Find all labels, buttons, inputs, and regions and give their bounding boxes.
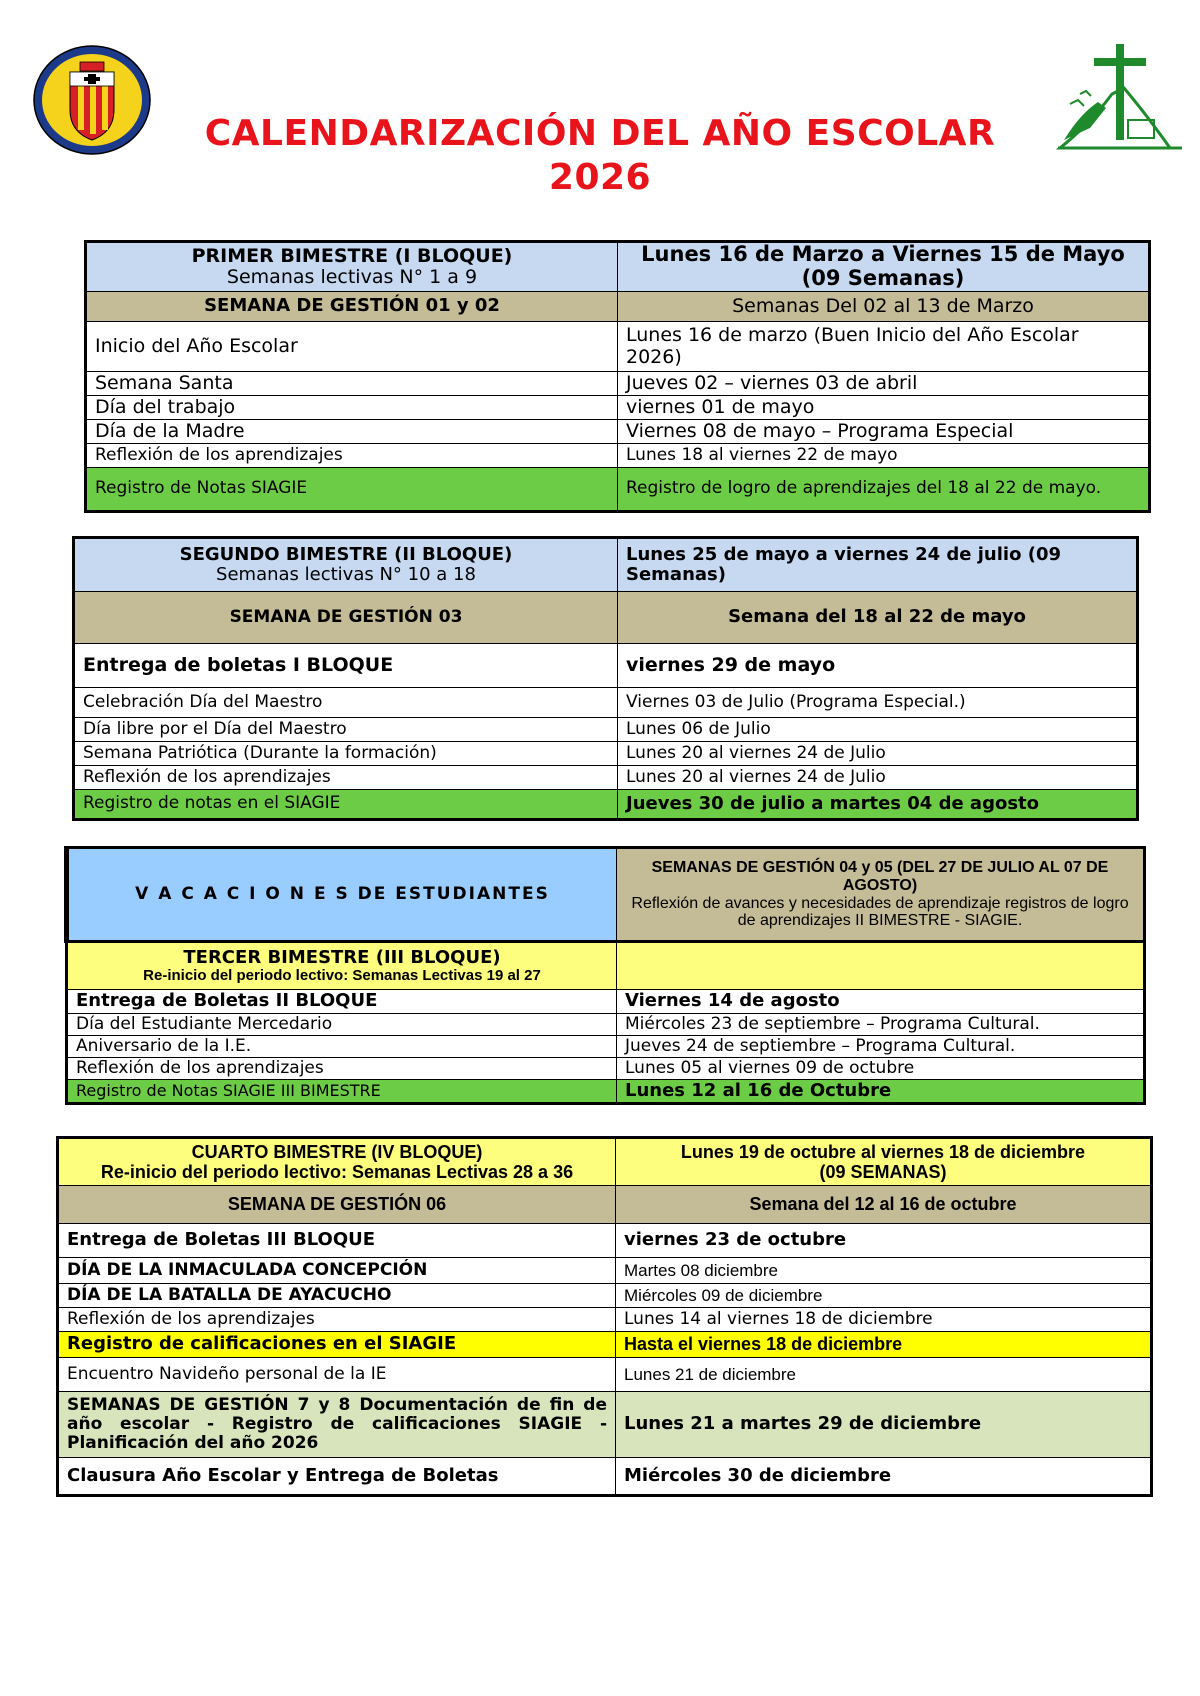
row-label: Reflexión de los aprendizajes xyxy=(86,444,618,468)
row-label: DÍA DE LA BATALLA DE AYACUCHO xyxy=(58,1284,616,1308)
primer-bimestre-header-left xyxy=(86,242,618,292)
title-line-2: 2026 xyxy=(548,157,652,198)
row-label: Día de la Madre xyxy=(86,420,618,444)
tercer-bimestre-table xyxy=(64,846,1146,1105)
row-value: Jueves 02 – viernes 03 de abril xyxy=(618,372,1150,396)
row-label: Registro de notas en el SIAGIE xyxy=(74,790,618,820)
row-label: Día del trabajo xyxy=(86,396,618,420)
tercer-bimestre-semanas: Re-inicio del periodo lectivo: Semanas Lectivas 19 al 27 xyxy=(143,966,541,984)
primer-bimestre-semanas: Semanas lectivas N° 1 a 9 xyxy=(226,266,478,288)
row-label: Registro de calificaciones en el SIAGIE xyxy=(58,1332,616,1358)
primer-bimestre-weeks: (09 Semanas) xyxy=(801,266,965,290)
row-label: Celebración Día del Maestro xyxy=(74,688,618,718)
row-label: DÍA DE LA INMACULADA CONCEPCIÓN xyxy=(58,1258,616,1284)
segundo-bimestre-dates: Lunes 25 de mayo a viernes 24 de julio (09 Semanas) xyxy=(618,538,1138,592)
row-label: Reflexión de los aprendizajes xyxy=(58,1308,616,1332)
row-label: Entrega de Boletas II BLOQUE xyxy=(67,990,617,1014)
row-label: Registro de Notas SIAGIE III BIMESTRE xyxy=(67,1080,617,1104)
cuarto-bimestre-title: CUARTO BIMESTRE (IV BLOQUE) xyxy=(191,1141,483,1162)
row-value: Registro de logro de aprendizajes del 18 al 22 de mayo. xyxy=(618,468,1150,512)
primer-bimestre-table xyxy=(84,240,1151,513)
row-value: Miércoles 30 de diciembre xyxy=(616,1458,1152,1496)
gestion-04-05-text: Reflexión de avances y necesidades de aprendizaje registros de logro de aprendizajes II BIMESTRE - SIAGIE. xyxy=(631,894,1129,930)
row-value: Viernes 14 de agosto xyxy=(617,990,1145,1014)
cuarto-bimestre-header-right xyxy=(616,1138,1152,1186)
row-value: viernes 01 de mayo xyxy=(618,396,1150,420)
row-value: Jueves 30 de julio a martes 04 de agosto xyxy=(618,790,1138,820)
segundo-bimestre-header-left xyxy=(74,538,618,592)
segundo-bimestre-table xyxy=(72,536,1139,821)
cuarto-gestion-dates: Semana del 12 al 16 de octubre xyxy=(616,1186,1152,1224)
cuarto-bimestre-header-left xyxy=(58,1138,616,1186)
primer-bimestre-header-right xyxy=(618,242,1150,292)
primer-bimestre-title: PRIMER BIMESTRE (I BLOQUE) xyxy=(191,244,513,267)
row-value: Lunes 12 al 16 de Octubre xyxy=(617,1080,1145,1104)
cuarto-bimestre-table xyxy=(56,1136,1153,1497)
row-label: Clausura Año Escolar y Entrega de Boletas xyxy=(58,1458,616,1496)
row-label: Entrega de boletas I BLOQUE xyxy=(74,644,618,688)
cross-hill-logo xyxy=(1050,44,1190,156)
segundo-gestion-dates: Semana del 18 al 22 de mayo xyxy=(618,592,1138,644)
row-label: Día del Estudiante Mercedario xyxy=(67,1014,617,1036)
row-value: Martes 08 diciembre xyxy=(616,1258,1152,1284)
row-label: Semana Santa xyxy=(86,372,618,396)
row-value: Lunes 20 al viernes 24 de Julio xyxy=(618,766,1138,790)
primer-gestion-dates: Semanas Del 02 al 13 de Marzo xyxy=(618,292,1150,322)
row-value: viernes 29 de mayo xyxy=(618,644,1138,688)
row-label: Entrega de Boletas III BLOQUE xyxy=(58,1224,616,1258)
row-value: Lunes 14 al viernes 18 de diciembre xyxy=(616,1308,1152,1332)
row-value: Lunes 20 al viernes 24 de Julio xyxy=(618,742,1138,766)
row-value: Viernes 08 de mayo – Programa Especial xyxy=(618,420,1150,444)
tercer-bimestre-header-right xyxy=(617,942,1145,990)
row-value: Lunes 16 de marzo (Buen Inicio del Año Escolar 2026) xyxy=(618,322,1150,372)
row-value: Lunes 05 al viernes 09 de octubre xyxy=(617,1058,1145,1080)
title-line-1: CALENDARIZACIÓN DEL AÑO ESCOLAR xyxy=(204,113,996,154)
row-value: Lunes 21 a martes 29 de diciembre xyxy=(616,1392,1152,1458)
row-label: Registro de Notas SIAGIE xyxy=(86,468,618,512)
gestion-04-05-title: SEMANAS DE GESTIÓN 04 y 05 (DEL 27 DE JULIO AL 07 DE AGOSTO) xyxy=(651,858,1109,894)
primer-gestion-label: SEMANA DE GESTIÓN 01 y 02 xyxy=(86,292,618,322)
row-label: Encuentro Navideño personal de la IE xyxy=(58,1358,616,1392)
row-value: Hasta el viernes 18 de diciembre xyxy=(616,1332,1152,1358)
row-value: Viernes 03 de Julio (Programa Especial.) xyxy=(618,688,1138,718)
row-value: Miércoles 09 de diciembre xyxy=(616,1284,1152,1308)
row-value: viernes 23 de octubre xyxy=(616,1224,1152,1258)
cuarto-bimestre-weeks: (09 SEMANAS) xyxy=(819,1162,947,1182)
segundo-gestion-label: SEMANA DE GESTIÓN 03 xyxy=(74,592,618,644)
row-label: Semana Patriótica (Durante la formación) xyxy=(74,742,618,766)
gestion-04-05-cell xyxy=(617,848,1145,942)
primer-bimestre-dates: Lunes 16 de Marzo a Viernes 15 de Mayo xyxy=(641,242,1125,267)
tercer-bimestre-header-left xyxy=(67,942,617,990)
row-label: Reflexión de los aprendizajes xyxy=(74,766,618,790)
row-value: Lunes 21 de diciembre xyxy=(616,1358,1152,1392)
cuarto-bimestre-semanas: Re-inicio del periodo lectivo: Semanas Lectivas 28 a 36 xyxy=(100,1162,574,1182)
row-label: Reflexión de los aprendizajes xyxy=(67,1058,617,1080)
cuarto-gestion-label: SEMANA DE GESTIÓN 06 xyxy=(58,1186,616,1224)
vacaciones-estudiantes: V A C A C I O N E S DE ESTUDIANTES xyxy=(67,848,617,942)
row-value: Miércoles 23 de septiembre – Programa Cultural. xyxy=(617,1014,1145,1036)
cuarto-bimestre-dates: Lunes 19 de octubre al viernes 18 de diciembre xyxy=(680,1141,1086,1162)
row-value: Jueves 24 de septiembre – Programa Cultural. xyxy=(617,1036,1145,1058)
row-value: Lunes 18 al viernes 22 de mayo xyxy=(618,444,1150,468)
page-title xyxy=(160,112,1040,200)
row-label: Día libre por el Día del Maestro xyxy=(74,718,618,742)
segundo-bimestre-title: SEGUNDO BIMESTRE (II BLOQUE) xyxy=(179,543,513,565)
row-value: Lunes 06 de Julio xyxy=(618,718,1138,742)
tercer-bimestre-title: TERCER BIMESTRE (III BLOQUE) xyxy=(183,946,501,968)
row-label: Aniversario de la I.E. xyxy=(67,1036,617,1058)
segundo-bimestre-semanas: Semanas lectivas N° 10 a 18 xyxy=(216,564,476,585)
row-label: SEMANAS DE GESTIÓN 7 y 8 Documentación de fin de año escolar - Registro de calificaciones SIAGIE - Planificación del año 2026 xyxy=(58,1392,616,1458)
school-crest-logo xyxy=(30,44,154,156)
row-label: Inicio del Año Escolar xyxy=(86,322,618,372)
